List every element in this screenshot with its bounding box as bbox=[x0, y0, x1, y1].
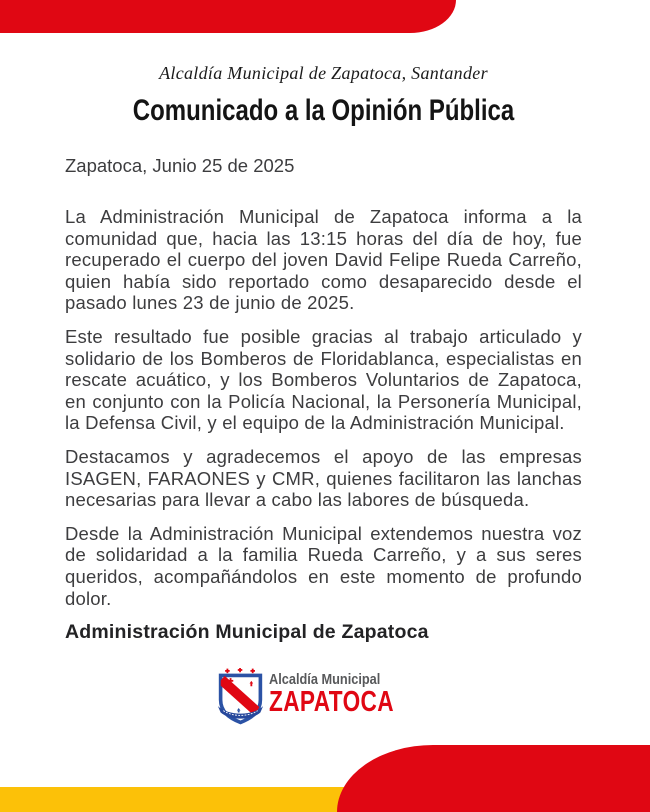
page-title: Comunicado a la Opinión Pública bbox=[132, 94, 515, 127]
logo-wordmark: ZAPATOCA bbox=[269, 686, 395, 719]
paragraph-recovery: La Administración Municipal de Zapatoca informa a la comunidad que, hacia las 13:15 horas del día de hoy, fue recuperado el cuerpo del joven David Felipe Rueda Carreño, quien había sido reportado como desaparecido desde el pasado lunes 23 de junio de 2025. bbox=[65, 206, 582, 314]
letterhead-script: Alcaldía Municipal de Zapatoca, Santander bbox=[159, 63, 488, 83]
logo-text-block bbox=[269, 668, 429, 719]
date-line: Zapatoca, Junio 25 de 2025 bbox=[65, 155, 295, 176]
paragraph-companies: Destacamos y agradecemos el apoyo de las empresas ISAGEN, FARAONES y CMR, quienes facilitaron las lanchas necesarias para llevar a cabo las labores de búsqueda. bbox=[65, 445, 582, 511]
paragraph-condolences: Desde la Administración Municipal extendemos nuestra voz de solidaridad a la familia Rueda Carreño, y a sus seres queridos, acompañándolos en este momento de profundo dolor. bbox=[65, 522, 582, 609]
bottom-red-band bbox=[337, 745, 650, 812]
logo-top-text: Alcaldía Municipal bbox=[269, 672, 381, 689]
bottom-yellow-band bbox=[0, 787, 348, 812]
signature-line: Administración Municipal de Zapatoca bbox=[65, 621, 429, 644]
coat-of-arms-icon bbox=[217, 668, 264, 728]
municipal-logo bbox=[65, 668, 582, 728]
paragraph-agencies: Este resultado fue posible gracias al trabajo articulado y solidario de los Bomberos de Floridablanca, especialistas en rescate acuático, y los Bomberos Voluntarios de Zapatoca, en conjunto con la Policía Nacional, la Personería Municipal, la Defensa Civil, y el equipo de la Administración Municipal. bbox=[65, 325, 582, 434]
